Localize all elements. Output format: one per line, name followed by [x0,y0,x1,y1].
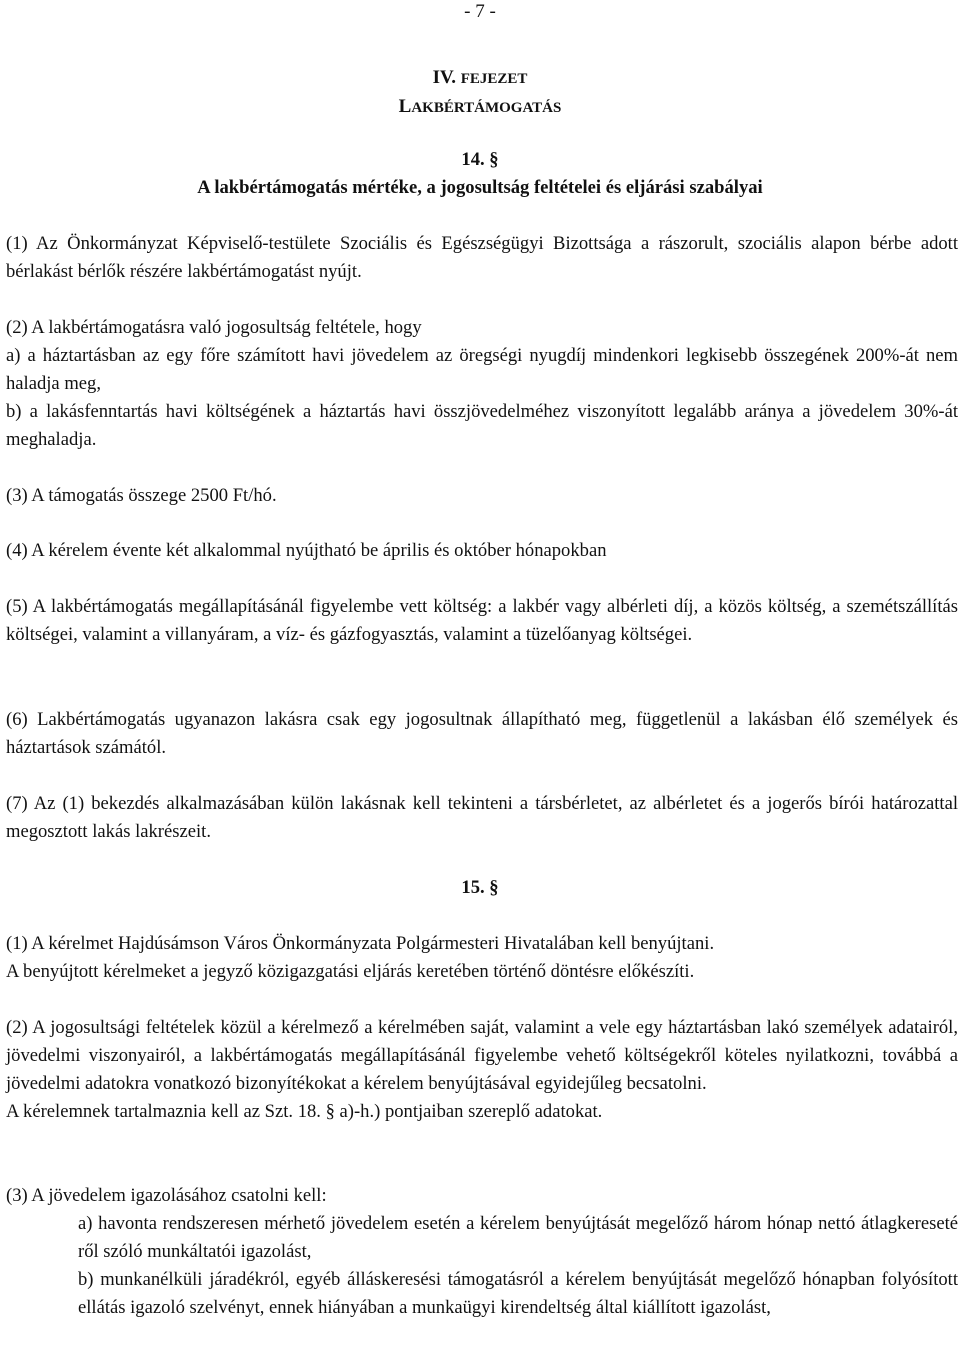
paragraph-2-point-b: b) a lakásfenntartás havi költségének a háztartás havi összjövedelméhez viszonyított legalább aránya a jövedelem 30%-át meghaladja. [6,401,958,450]
section-14-title: A lakbértámogatás mértéke, a jogosultság feltételei és eljárási szabályai [197,177,763,198]
section-14-paragraph-1: (1) Az Önkormányzat Képviselő-testülete Szociális és Egészségügyi Bizottsága a rászorult, szociális alapon bérbe adott bérlakást bérlők részére lakbértámogatást nyújt. [6,233,958,282]
chapter-word: FEJEZET [460,71,528,87]
section-15-paragraph-2: (2) A jogosultsági feltételek közül a kérelmező a kérelmében saját, valamint a vele egy háztartásban lakó személyek adatairól, jövedelmi viszonyairól, a lakbértámogatás megállapításánál figyelembe vehető költségekről köteles nyilatkozni, továbbá a jövedelmi adatokra vonatkozó bizonyítékokat a kérelem benyújtásával egyidejűleg becsatolni. A kérelemnek tartalmaznia kell az Szt. 18. § a)-h.) pontjaiban szereplő adatokat. [6,1017,958,1122]
paragraph-2-point-a: a) a háztartásban az egy főre számított havi jövedelem az öregségi nyugdíj mindenkori legkisebb összegének 200%-át nem haladja meg, [6,345,958,394]
section-15-paragraph-3-list [78,1210,958,1322]
chapter-title: LAKBÉRTÁMOGATÁS [398,96,562,117]
section-15-heading: 15. § [461,877,499,898]
paragraph-2-intro: (2) A lakbértámogatásra való jogosultság feltétele, hogy [6,317,422,338]
chapter-heading [0,64,960,122]
chapter-number: IV. [432,67,457,88]
list-item: a) havonta rendszeresen mérhető jövedelem esetén a kérelem benyújtását megelőző három hónap nettó átlagkereseté​ről szóló munkáltatói igazolást, [78,1213,958,1262]
section-15-paragraph-3-intro: (3) A jövedelem igazolásához csatolni kell: [6,1185,327,1206]
page-number: - 7 - [464,1,496,22]
section-14-paragraph-5: (5) A lakbértámogatás megállapításánál figyelembe vett költség: a lakbér vagy albérleti díj, a közös költség, a szemétszállítás költségei, valamint a villanyáram, a víz- és gázfogyasztás, valamint a tüzelőanyag költségei. [6,596,958,645]
section-14-paragraph-4: (4) A kérelem évente két alkalommal nyújtható be április és október hónapokban [6,540,607,561]
list-item: b) munkanélküli járadékról, egyéb álláskeresési támogatásról a kérelem benyújtását megelőző hónapban folyósított ellátás igazoló szelvényt, ennek hiányában a munkaügyi kirendeltség által kiállított igazolást, [78,1269,958,1318]
section-14-paragraph-2 [6,314,958,454]
section-14-paragraph-7: (7) Az (1) bekezdés alkalmazásában külön lakásnak kell tekinteni a társbérletet, az albérletet és a jogerős bírói határozattal megosztott lakás lakrészeit. [6,793,958,842]
section-15-paragraph-1: (1) A kérelmet Hajdúsámson Város Önkormányzata Polgármesteri Hivatalában kell benyújtani. A benyújtott kérelmeket a jegyző közigazgatási eljárás keretében történő döntésre előkészíti. [6,933,715,982]
section-14-heading: 14. § [461,149,499,170]
chapter-number-line [0,64,960,93]
section-14-paragraph-3: (3) A támogatás összege 2500 Ft/hó. [6,485,277,506]
section-14-paragraph-6: (6) Lakbértámogatás ugyanazon lakásra csak egy jogosultnak állapítható meg, függetlenül a lakásban élő személyek és háztartások számától. [6,709,958,758]
